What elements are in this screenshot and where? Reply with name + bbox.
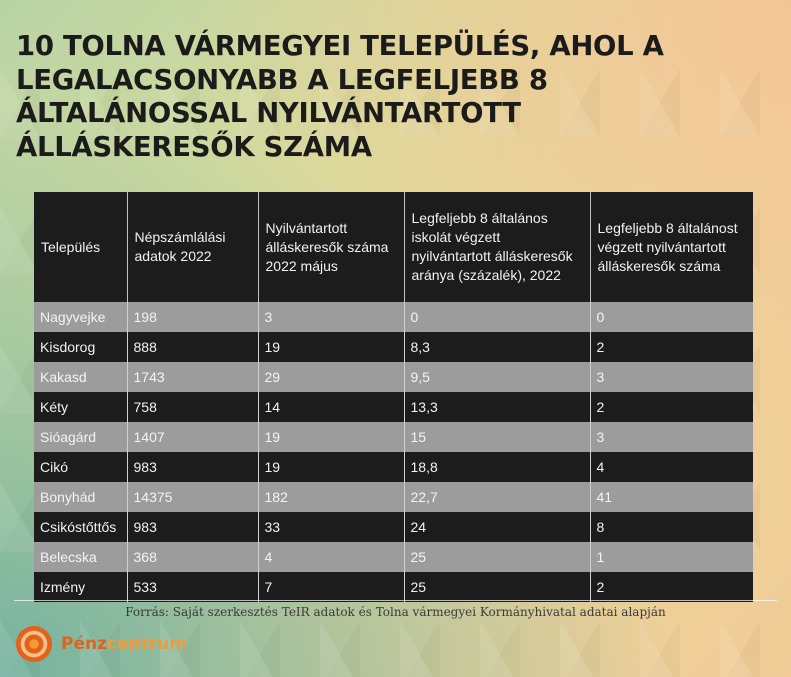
table-cell: Kéty bbox=[34, 392, 127, 422]
table-cell: Cikó bbox=[34, 452, 127, 482]
table-row bbox=[34, 512, 753, 542]
table-cell: 22,7 bbox=[404, 482, 590, 512]
table-cell: 1407 bbox=[127, 422, 258, 452]
table-cell: 41 bbox=[590, 482, 753, 512]
table-cell: Bonyhád bbox=[34, 482, 127, 512]
table-cell: 2 bbox=[590, 332, 753, 362]
logo-text-part2: centrum bbox=[107, 634, 188, 654]
page-title: 10 TOLNA VÁRMEGYEI TELEPÜLÉS, AHOL A LEGALACSONYABB A LEGFELJEBB 8 ÁLTALÁNOSSAL NYILVÁNTARTOTT ÁLLÁSKERESŐK SZÁMA bbox=[16, 30, 664, 163]
table-cell: 29 bbox=[258, 362, 404, 392]
table-cell: 1743 bbox=[127, 362, 258, 392]
logo-text-part1: Pénz bbox=[61, 634, 107, 654]
column-header-telepules: Település bbox=[34, 192, 127, 302]
table-cell: 983 bbox=[127, 512, 258, 542]
table-cell: 1 bbox=[590, 542, 753, 572]
table-cell: 198 bbox=[127, 302, 258, 332]
table-cell: 2 bbox=[590, 392, 753, 422]
table-cell: 533 bbox=[127, 572, 258, 602]
table-cell: 0 bbox=[404, 302, 590, 332]
penzcentrum-logo-icon bbox=[15, 625, 53, 663]
table-cell: 24 bbox=[404, 512, 590, 542]
table-cell: 3 bbox=[258, 302, 404, 332]
column-header-nepszamlalas: Népszámlálási adatok 2022 bbox=[127, 192, 258, 302]
column-header-allaskeresok: Nyilvántartott álláskeresők száma 2022 május bbox=[258, 192, 404, 302]
table-cell: 14375 bbox=[127, 482, 258, 512]
table-row bbox=[34, 542, 753, 572]
table-cell: 19 bbox=[258, 452, 404, 482]
table-row bbox=[34, 332, 753, 362]
table-cell: Sióagárd bbox=[34, 422, 127, 452]
table-cell: 0 bbox=[590, 302, 753, 332]
source-note: Forrás: Saját szerkesztés TeIR adatok és Tolna vármegyei Kormányhivatal adatai alapján bbox=[14, 600, 777, 619]
table-cell: 33 bbox=[258, 512, 404, 542]
table-cell: 9,5 bbox=[404, 362, 590, 392]
table-cell: 8 bbox=[590, 512, 753, 542]
table-cell: 7 bbox=[258, 572, 404, 602]
table-row bbox=[34, 482, 753, 512]
table-cell: Kisdorog bbox=[34, 332, 127, 362]
table-row bbox=[34, 572, 753, 602]
column-header-arany: Legfeljebb 8 általános iskolát végzett nyilvántartott álláskeresők aránya (százalék), 2022 bbox=[404, 192, 590, 302]
penzcentrum-logo bbox=[15, 624, 187, 664]
table-row bbox=[34, 392, 753, 422]
table-cell: Csikóstőttős bbox=[34, 512, 127, 542]
table-cell: 19 bbox=[258, 422, 404, 452]
table-cell: 3 bbox=[590, 362, 753, 392]
table-row bbox=[34, 302, 753, 332]
table-cell: 2 bbox=[590, 572, 753, 602]
table-cell: 3 bbox=[590, 422, 753, 452]
table-cell: 8,3 bbox=[404, 332, 590, 362]
data-table bbox=[34, 192, 753, 602]
table-cell: 15 bbox=[404, 422, 590, 452]
column-header-legfeljebb8: Legfeljebb 8 általánost végzett nyilvántartott álláskeresők száma bbox=[590, 192, 753, 302]
table-row bbox=[34, 422, 753, 452]
table-cell: 983 bbox=[127, 452, 258, 482]
table-cell: 25 bbox=[404, 542, 590, 572]
table-cell: 13,3 bbox=[404, 392, 590, 422]
table-header-row bbox=[34, 192, 753, 302]
table-row bbox=[34, 452, 753, 482]
table-cell: Kakasd bbox=[34, 362, 127, 392]
table-cell: 758 bbox=[127, 392, 258, 422]
table-cell: 14 bbox=[258, 392, 404, 422]
table-cell: 182 bbox=[258, 482, 404, 512]
table-cell: 25 bbox=[404, 572, 590, 602]
table-cell: Izmény bbox=[34, 572, 127, 602]
table-cell: 888 bbox=[127, 332, 258, 362]
table-cell: 18,8 bbox=[404, 452, 590, 482]
logo-text bbox=[61, 634, 187, 654]
table-cell: Belecska bbox=[34, 542, 127, 572]
table-body bbox=[34, 302, 753, 602]
table-cell: Nagyvejke bbox=[34, 302, 127, 332]
table-cell: 368 bbox=[127, 542, 258, 572]
table-cell: 4 bbox=[258, 542, 404, 572]
table-cell: 4 bbox=[590, 452, 753, 482]
table-row bbox=[34, 362, 753, 392]
table-cell: 19 bbox=[258, 332, 404, 362]
